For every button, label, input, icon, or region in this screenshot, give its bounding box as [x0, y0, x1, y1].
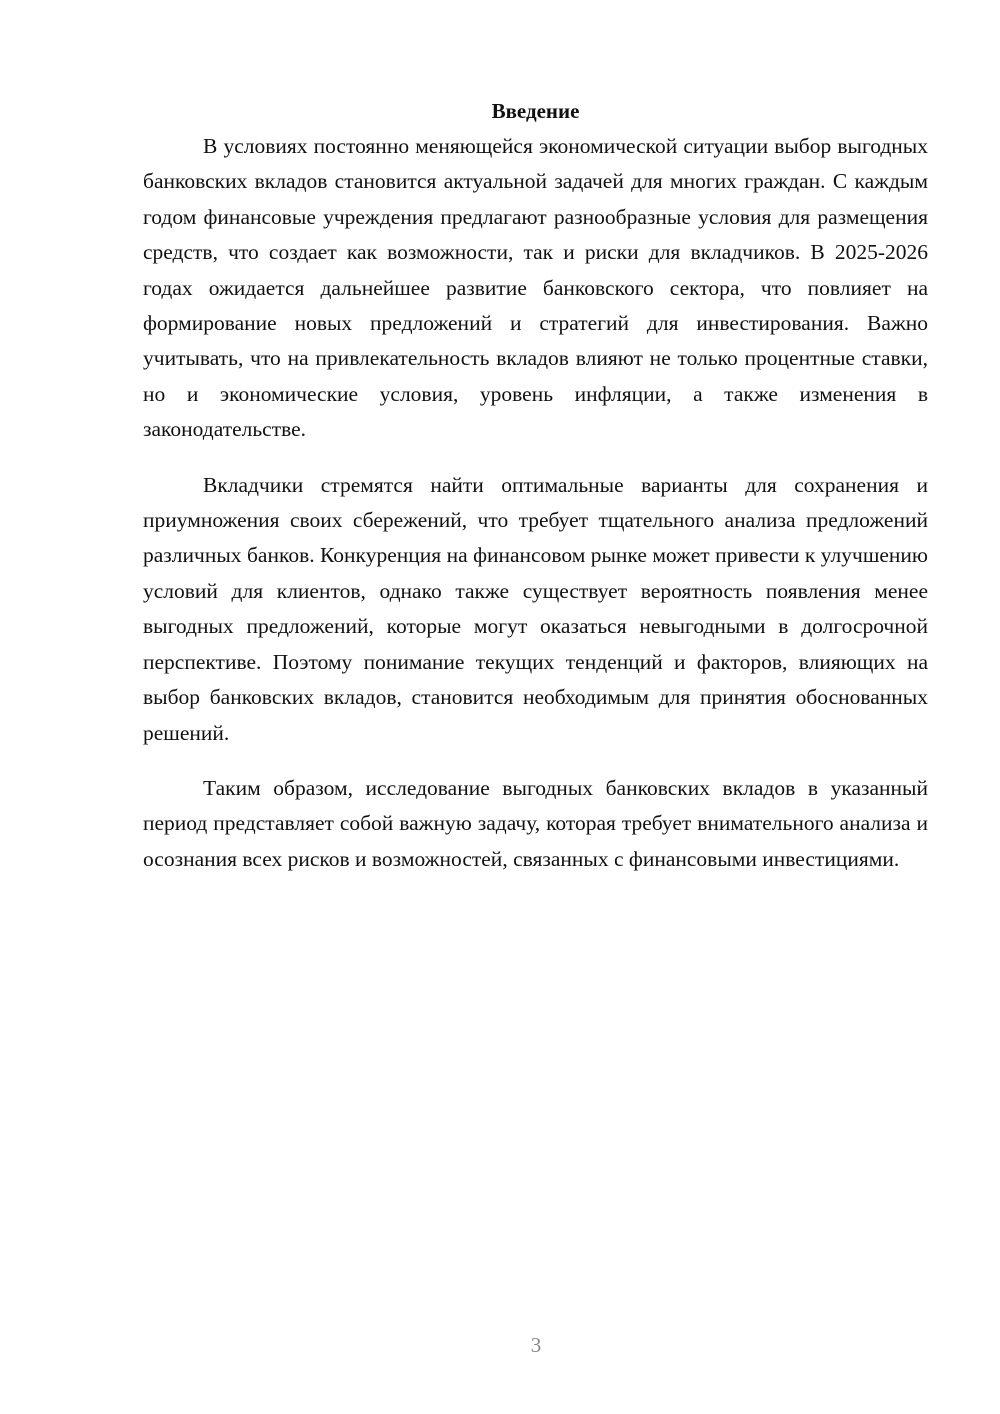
paragraph-3: Таким образом, исследование выгодных банковских вкладов в указанный период представляет собой важную задачу, которая требует внимательного анализа и осознания всех рисков и возможностей, связанных с финансовыми инвестициями. [143, 775, 928, 871]
section-heading: Введение [491, 99, 580, 123]
page-number: 3 [530, 1333, 542, 1357]
paragraph-1: В условиях постоянно меняющейся экономической ситуации выбор выгодных банковских вкладов становится актуальной задачей для многих граждан. С каждым годом финансовые учреждения предлагают разнообразные условия для размещения средств, что создает как возможности, так и риски для вкладчиков. В 2025-2026 годах ожидается дальнейшее развитие банковского сектора, что повлияет на формирование новых предложений и стратегий для инвестирования. Важно учитывать, что на привлекательность вкладов влияют не только процентные ставки, но и экономические условия, уровень инфляции, а также изменения в законодательстве. [143, 134, 928, 442]
paragraph-2: Вкладчики стремятся найти оптимальные варианты для сохранения и приумножения своих сбережений, что требует тщательного анализа предложений различных банков. Конкуренция на финансовом рынке может привести к улучшению условий для клиентов, однако также существует вероятность появления менее выгодных предложений, которые могут оказаться невыгодными в долгосрочной перспективе. Поэтому понимание текущих тенденций и факторов, влияющих на выбор банковских вкладов, становится необходимым для принятия обоснованных решений. [143, 472, 928, 745]
page-content [143, 94, 928, 877]
